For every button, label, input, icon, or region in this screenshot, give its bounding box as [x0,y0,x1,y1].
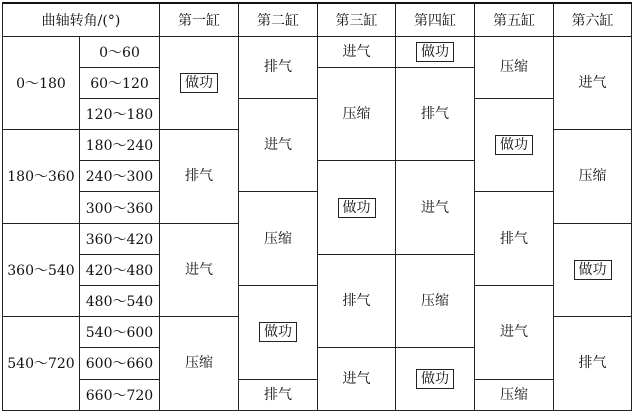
stroke-label: 排气 [185,168,213,185]
work-stroke-box: 做功 [495,135,533,155]
group-360-540: 360～540 [3,223,80,317]
cyl1-stroke-3 [160,223,239,317]
cyl6-stroke-4 [554,317,632,411]
header-row [3,3,632,36]
range-600-660: 600～660 [80,348,160,379]
cyl5-stroke-2 [475,98,554,192]
cyl4-stroke-4 [396,254,475,348]
cyl4-stroke-1 [396,36,475,67]
cyl5-stroke-5 [475,379,554,410]
stroke-label: 压缩 [264,230,292,247]
cyl5-stroke-1 [475,36,554,98]
header-cylinder-5: 第五缸 [475,3,554,36]
cyl3-stroke-5 [318,348,396,410]
cyl6-stroke-1 [554,36,632,130]
stroke-label: 排气 [578,355,607,372]
group-0-180: 0～180 [3,36,80,130]
table-row [3,36,632,67]
stroke-label: 进气 [578,74,607,91]
work-stroke-box: 做功 [338,198,376,218]
engine-firing-order-table [2,2,632,411]
table-row [3,286,632,317]
cyl2-stroke-1 [239,36,318,98]
header-cylinder-2: 第二缸 [239,3,318,36]
range-180-240: 180～240 [80,130,160,161]
cyl4-stroke-3 [396,161,475,255]
stroke-label: 压缩 [500,386,528,403]
table-row [3,379,632,410]
stroke-label: 压缩 [185,355,213,372]
range-240-300: 240～300 [80,161,160,192]
range-480-540: 480～540 [80,286,160,317]
cyl2-stroke-4 [239,286,318,380]
header-cylinder-4: 第四缸 [396,3,475,36]
work-stroke-box: 做功 [180,73,218,93]
cyl2-stroke-5 [239,379,318,410]
header-crank-angle: 曲轴转角/(°) [3,3,160,36]
cyl2-stroke-3 [239,192,318,286]
stroke-label: 排气 [264,59,292,76]
cyl3-stroke-3 [318,161,396,255]
stroke-label: 进气 [342,371,371,388]
group-540-720: 540～720 [3,317,80,411]
range-0-60: 0～60 [80,36,160,67]
range-360-420: 360～420 [80,223,160,254]
stroke-label: 排气 [421,105,449,122]
stroke-label: 进气 [342,43,371,60]
stroke-label: 进气 [185,261,213,278]
stroke-label: 排气 [264,386,292,403]
work-stroke-box: 做功 [259,322,297,342]
header-cylinder-6: 第六缸 [554,3,632,36]
cyl5-stroke-3 [475,192,554,286]
work-stroke-box: 做功 [416,42,454,62]
cyl3-stroke-2 [318,67,396,161]
range-420-480: 420～480 [80,254,160,285]
range-300-360: 300～360 [80,192,160,223]
cyl4-stroke-2 [396,67,475,161]
work-stroke-box: 做功 [574,260,612,280]
range-540-600: 540～600 [80,317,160,348]
range-660-720: 660～720 [80,379,160,410]
cyl3-stroke-1 [318,36,396,67]
cyl4-stroke-5 [396,348,475,410]
stroke-label: 进气 [500,324,528,341]
cyl1-stroke-1 [160,36,239,130]
stroke-label: 排气 [500,230,528,247]
stroke-label: 压缩 [421,293,449,310]
cyl1-stroke-2 [160,130,239,224]
cyl5-stroke-4 [475,286,554,380]
header-cylinder-1: 第一缸 [160,3,239,36]
cyl3-stroke-4 [318,254,396,348]
range-120-180: 120～180 [80,98,160,129]
range-60-120: 60～120 [80,67,160,98]
header-cylinder-3: 第三缸 [318,3,396,36]
stroke-label: 进气 [421,199,449,216]
stroke-label: 压缩 [500,59,528,76]
group-180-360: 180～360 [3,130,80,224]
cyl1-stroke-4 [160,317,239,411]
work-stroke-box: 做功 [416,369,454,389]
stroke-label: 进气 [264,137,292,154]
table-row [3,98,632,129]
cyl2-stroke-2 [239,98,318,192]
stroke-label: 压缩 [578,168,607,185]
stroke-label: 压缩 [342,105,371,122]
cyl6-stroke-3 [554,223,632,317]
table-row [3,192,632,223]
stroke-label: 排气 [342,293,371,310]
cyl6-stroke-2 [554,130,632,224]
